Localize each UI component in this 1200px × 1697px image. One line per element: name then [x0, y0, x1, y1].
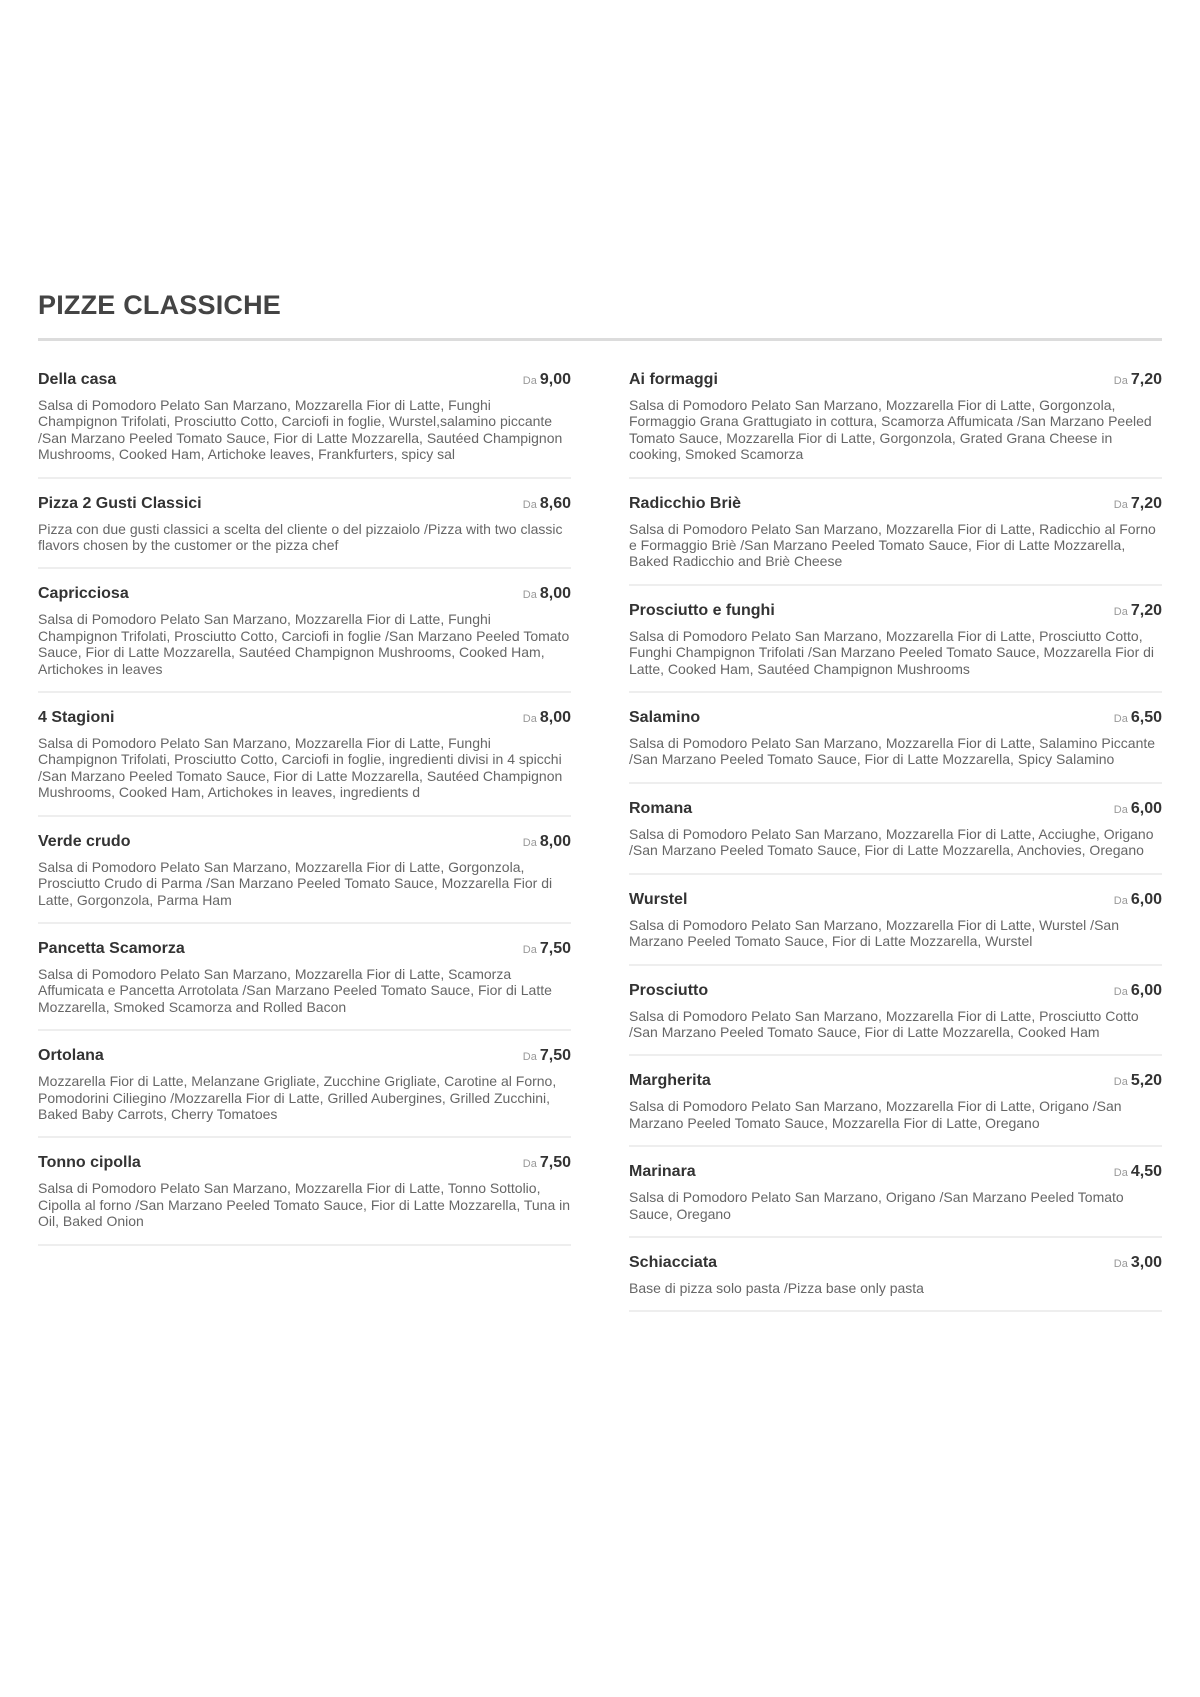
price-prefix: Da [1113, 605, 1128, 618]
menu-item-header [629, 494, 1162, 514]
menu-item-name: Margherita [629, 1072, 711, 1090]
menu-item-header [38, 832, 571, 852]
menu-item-description: Mozzarella Fior di Latte, Melanzane Grigliate, Zucchine Grigliate, Carotine al Forno, Pomodorini Ciliegino /Mozzarella Fior di Latte, Grilled Aubergines, Grilled Zucchini, Baked Baby Carrots, Cherry Tomatoes [38, 1073, 557, 1122]
menu-item-price [523, 494, 571, 515]
menu-item [38, 569, 571, 693]
menu-item-description: Base di pizza solo pasta /Pizza base only pasta [629, 1279, 924, 1296]
menu-item-description: Salsa di Pomodoro Pelato San Marzano, Mozzarella Fior di Latte, Prosciutto Cotto /San Marzano Peeled Tomato Sauce, Fior di Latte Mozzarella, Cooked Ham [629, 1007, 1139, 1040]
price-prefix: Da [1113, 1167, 1128, 1180]
price-value: 8,60 [539, 494, 571, 512]
price-prefix: Da [1113, 985, 1128, 998]
menu-item-name: Salamino [629, 709, 701, 727]
menu-item-header [38, 370, 571, 390]
menu-item-price [1114, 708, 1162, 729]
menu-item-price [523, 708, 571, 729]
price-value: 7,20 [1130, 371, 1162, 388]
menu-item [629, 966, 1162, 1057]
menu-item-description: Salsa di Pomodoro Pelato San Marzano, Origano /San Marzano Peeled Tomato Sauce, Oregano [629, 1189, 1124, 1222]
menu-item [629, 784, 1162, 875]
menu-item-description: Salsa di Pomodoro Pelato San Marzano, Mozzarella Fior di Latte, Origano /San Marzano Peeled Tomato Sauce, Mozzarella Fior di Latte, Oregano [629, 1098, 1122, 1131]
menu-item [38, 1138, 571, 1245]
menu-item-description: Salsa di Pomodoro Pelato San Marzano, Mozzarella Fior di Latte, Radicchio al Forno e Formaggio Briè /San Marzano Peeled Tomato Sauce, Fior di Latte Mozzarella, Baked Radicchio and Briè Cheese [629, 520, 1156, 570]
menu-item-header [38, 708, 571, 728]
menu-item-description: Salsa di Pomodoro Pelato San Marzano, Mozzarella Fior di Latte, Salamino Piccante /San Marzano Peeled Tomato Sauce, Fior di Latte Mozzarella, Spicy Salamino [629, 735, 1156, 768]
menu-item-header [629, 981, 1162, 1001]
menu-item [38, 693, 571, 817]
menu-item-name: Prosciutto [629, 981, 709, 999]
menu-item [38, 1031, 571, 1138]
price-value: 6,00 [1130, 890, 1162, 908]
price-value: 6,50 [1130, 709, 1162, 727]
price-value: 9,00 [539, 371, 571, 388]
price-value: 5,20 [1130, 1072, 1162, 1090]
menu-column-right [629, 355, 1162, 1312]
price-value: 7,50 [539, 1154, 571, 1172]
menu-item-name: Wurstel [629, 890, 688, 908]
menu-item-description: Salsa di Pomodoro Pelato San Marzano, Mozzarella Fior di Latte, Prosciutto Cotto, Funghi Champignon Trifolati /San Marzano Peeled Tomato Sauce, Mozzarella Fior di Latte, Cooked Ham, Sautéed Champignon Mushrooms [629, 627, 1155, 677]
menu-item-header [38, 1046, 571, 1066]
menu-item-price [1114, 981, 1162, 1002]
menu-item-name: Ortolana [38, 1047, 104, 1065]
menu-item-header [629, 1071, 1162, 1091]
menu-item-header [629, 1162, 1162, 1182]
menu-item-price [523, 939, 571, 960]
price-value: 4,50 [1130, 1163, 1162, 1181]
price-prefix: Da [1113, 803, 1128, 816]
price-prefix: Da [1113, 498, 1128, 511]
menu-item-price [1114, 1162, 1162, 1183]
price-value: 7,50 [539, 1047, 571, 1065]
price-prefix: Da [522, 836, 537, 849]
menu-item-description: Salsa di Pomodoro Pelato San Marzano, Mozzarella Fior di Latte, Wurstel /San Marzano Peeled Tomato Sauce, Fior di Latte Mozzarella, Wurstel [629, 916, 1119, 950]
price-value: 7,20 [1130, 494, 1162, 512]
menu-column-left [38, 355, 571, 1246]
menu-item-description: Salsa di Pomodoro Pelato San Marzano, Mozzarella Fior di Latte, Funghi Champignon Trifolati, Prosciutto Cotto, Carciofi in foglie /San Marzano Peeled Tomato Sauce, Fior di Latte Mozzarella, Sautéed Champignon Mushrooms, Cooked Ham, Artichokes in leaves [38, 611, 570, 677]
menu-item-price [523, 584, 571, 605]
price-value: 8,00 [539, 585, 571, 603]
price-prefix: Da [522, 498, 537, 511]
price-value: 6,00 [1130, 981, 1162, 999]
menu-item-header [629, 1253, 1162, 1273]
menu-item-description: Salsa di Pomodoro Pelato San Marzano, Mozzarella Fior di Latte, Funghi Champignon Trifolati, Prosciutto Cotto, Carciofi in foglie, Wurstel,salamino piccante /San Marzano Peeled Tomato Sauce, Fior di Latte Mozzarella, Sautéed Champignon Mushrooms, Cooked Ham, Artichoke leaves, Frankfurters, spicy sal [38, 397, 563, 463]
menu-item-name: Tonno cipolla [38, 1154, 141, 1172]
menu-item [629, 586, 1162, 693]
price-value: 8,00 [539, 832, 571, 850]
price-prefix: Da [1113, 1257, 1128, 1270]
menu-item-name: 4 Stagioni [38, 709, 115, 727]
menu-item-price [523, 1046, 571, 1067]
price-prefix: Da [1113, 1076, 1128, 1089]
menu-item-price [1114, 799, 1162, 820]
price-value: 8,00 [539, 709, 571, 727]
menu-item-price [523, 832, 571, 853]
price-prefix: Da [1113, 713, 1128, 726]
menu-item-name: Pizza 2 Gusti Classici [38, 494, 202, 512]
menu-item-header [629, 890, 1162, 910]
menu-item-name: Ai formaggi [629, 371, 718, 388]
menu-item-price [523, 370, 571, 391]
menu-item [629, 1147, 1162, 1238]
menu-item-price [1114, 494, 1162, 515]
menu-item-header [629, 601, 1162, 621]
menu-item-header [629, 708, 1162, 728]
price-value: 7,50 [539, 939, 571, 957]
price-prefix: Da [522, 943, 537, 956]
menu-item-header [629, 799, 1162, 819]
price-value: 3,00 [1130, 1253, 1162, 1271]
price-prefix: Da [522, 1158, 537, 1171]
menu-item-description: Salsa di Pomodoro Pelato San Marzano, Mozzarella Fior di Latte, Acciughe, Origano /San Marzano Peeled Tomato Sauce, Fior di Latte Mozzarella, Anchovies, Oregano [629, 825, 1154, 859]
price-prefix: Da [522, 713, 537, 726]
menu-item-price [1114, 1071, 1162, 1092]
menu-item [629, 1056, 1162, 1147]
price-value: 6,00 [1130, 799, 1162, 817]
menu-item-name: Marinara [629, 1163, 696, 1181]
menu-item-description: Salsa di Pomodoro Pelato San Marzano, Mozzarella Fior di Latte, Gorgonzola, Prosciutto Crudo di Parma /San Marzano Peeled Tomato Sauce, Mozzarella Fior di Latte, Gorgonzola, Parma Ham [38, 858, 553, 908]
price-prefix: Da [522, 1051, 537, 1064]
menu-item-name: Capricciosa [38, 585, 129, 603]
price-prefix: Da [522, 589, 537, 602]
menu-item-name: Pancetta Scamorza [38, 939, 185, 957]
menu-item-price [1114, 890, 1162, 911]
menu-item-name: Romana [629, 799, 693, 817]
menu-item-description: Salsa di Pomodoro Pelato San Marzano, Mozzarella Fior di Latte, Tonno Sottolio, Cipolla al forno /San Marzano Peeled Tomato Sauce, Fior di Latte Mozzarella, Tuna in Oil, Baked Onion [38, 1180, 571, 1230]
menu-item-price [1114, 1253, 1162, 1274]
menu-item-header [38, 494, 571, 514]
menu-item-header [38, 1153, 571, 1173]
menu-item-name: Della casa [38, 371, 117, 388]
price-value: 7,20 [1130, 601, 1162, 619]
page-title: PIZZE CLASSICHE [38, 290, 282, 320]
menu-item-header [629, 370, 1162, 390]
menu-item [38, 817, 571, 924]
menu-item [629, 1238, 1162, 1312]
menu-item [629, 693, 1162, 784]
menu-item-header [38, 939, 571, 959]
menu-item [38, 924, 571, 1031]
menu-item-price [1114, 370, 1162, 391]
menu-item [629, 479, 1162, 586]
menu-item-name: Radicchio Briè [629, 494, 742, 512]
menu-item-price [523, 1153, 571, 1174]
menu-item [38, 479, 571, 570]
menu-item-description: Salsa di Pomodoro Pelato San Marzano, Mozzarella Fior di Latte, Funghi Champignon Trifolati, Prosciutto Cotto, Carciofi in foglie, ingredienti divisi in 4 spicchi /San Marzano Peeled Tomato Sauce, Fior di Latte Mozzarella, Sautéed Champignon Mushrooms, Cooked Ham, Artichokes in leaves, ingredients d [38, 735, 563, 801]
title-divider [38, 338, 1162, 341]
menu-item-description: Pizza con due gusti classici a scelta del cliente o del pizzaiolo /Pizza with two classic flavors chosen by the customer or the pizza chef [38, 520, 563, 554]
menu-item [38, 355, 571, 479]
menu-item-name: Prosciutto e funghi [629, 601, 775, 619]
price-prefix: Da [1113, 894, 1128, 907]
price-prefix: Da [522, 375, 537, 387]
price-prefix: Da [1113, 375, 1128, 387]
menu-item-name: Schiacciata [629, 1253, 718, 1271]
menu-item-description: Salsa di Pomodoro Pelato San Marzano, Mozzarella Fior di Latte, Scamorza Affumicata e Pancetta Arrotolata /San Marzano Peeled Tomato Sauce, Fior di Latte Mozzarella, Smoked Scamorza and Rolled Bacon [38, 965, 552, 1015]
menu-item-name: Verde crudo [38, 832, 131, 850]
menu-item-header [38, 584, 571, 604]
menu-item-price [1114, 601, 1162, 622]
menu-item [629, 355, 1162, 479]
menu-item-description: Salsa di Pomodoro Pelato San Marzano, Mozzarella Fior di Latte, Gorgonzola, Formaggio Grana Grattugiato in cottura, Scamorza Affumicata /San Marzano Peeled Tomato Sauce, Mozzarella Fior di Latte, Gorgonzola, Grated Grana Cheese in cooking, Smoked Scamorza [629, 397, 1152, 463]
menu-item [629, 875, 1162, 966]
